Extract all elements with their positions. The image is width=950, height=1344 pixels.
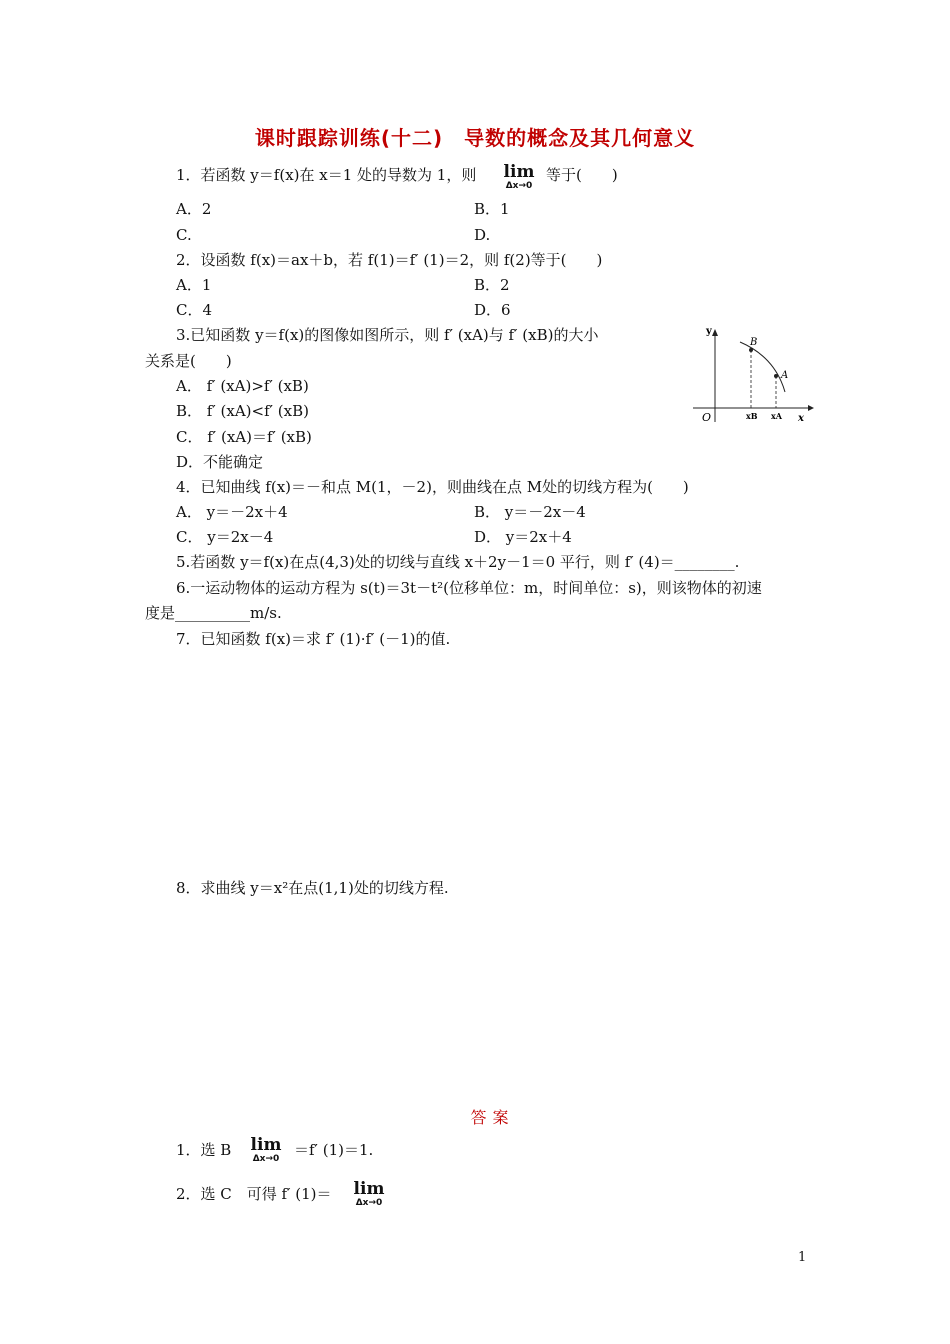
lim-word: lim bbox=[353, 1179, 385, 1199]
lim-word: lim bbox=[250, 1135, 282, 1155]
answer-1-suffix: ＝f′ (1)＝1. bbox=[294, 1141, 374, 1159]
q1-stem-end: 等于( ) bbox=[546, 166, 618, 184]
q8-stem: 8．求曲线 y＝x²在点(1,1)处的切线方程. bbox=[176, 879, 449, 897]
q2-option-c: C．4 bbox=[176, 301, 213, 319]
q3-option-a: A． f′ (xA)>f′ (xB) bbox=[176, 377, 309, 395]
q6-stem-line1: 6.一运动物体的运动方程为 s(t)＝3t－t²(位移单位：m，时间单位：s)，则该物体的初速 bbox=[176, 579, 762, 597]
point-a bbox=[774, 374, 778, 378]
page-title: 课时跟踪训练(十二) 导数的概念及其几何意义 bbox=[254, 126, 696, 150]
point-a-label: A bbox=[781, 370, 789, 381]
q7-stem: 7．已知函数 f(x)＝求 f′ (1)·f′ (－1)的值. bbox=[176, 630, 451, 648]
lim-subscript: Δx→0 bbox=[355, 1198, 383, 1208]
q1-lim-symbol bbox=[501, 164, 537, 191]
q4-option-c: C． y＝2x－4 bbox=[176, 528, 274, 546]
q6-stem-line2: 度是__________m/s. bbox=[145, 604, 282, 622]
x-axis-arrow bbox=[808, 405, 814, 411]
q3-option-d: D．不能确定 bbox=[176, 453, 264, 471]
q4-option-d: D． y＝2x＋4 bbox=[474, 528, 572, 546]
lim-subscript: Δx→0 bbox=[505, 181, 533, 191]
q1-option-c: C. bbox=[176, 226, 192, 244]
tick-label-xa: xA bbox=[771, 411, 782, 421]
answers-title: 答案 bbox=[470, 1108, 515, 1127]
point-b-label: B bbox=[750, 337, 758, 348]
q3-option-c: C． f′ (xA)＝f′ (xB) bbox=[176, 428, 312, 446]
q4-option-b: B． y＝－2x－4 bbox=[474, 503, 586, 521]
function-curve bbox=[740, 342, 785, 392]
tick-label-xb: xB bbox=[746, 411, 758, 421]
q1-option-a: A．2 bbox=[176, 200, 212, 218]
lim-subscript: Δx→0 bbox=[252, 1154, 280, 1164]
x-axis-label: x bbox=[798, 413, 804, 424]
answer-2-lim-symbol bbox=[351, 1181, 387, 1208]
answer-1-lim-symbol bbox=[248, 1137, 284, 1164]
page-number: 1 bbox=[798, 1250, 807, 1265]
y-axis-label: y bbox=[706, 326, 712, 337]
q3-function-graph bbox=[690, 322, 815, 427]
q2-option-d: D．6 bbox=[474, 301, 511, 319]
answer-1-prefix: 1．选 B bbox=[176, 1141, 232, 1159]
q1-option-d: D. bbox=[474, 226, 491, 244]
q1-option-b: B．1 bbox=[474, 200, 510, 218]
q3-stem-line1: 3.已知函数 y＝f(x)的图像如图所示，则 f′ (xA)与 f′ (xB)的大小 bbox=[176, 326, 599, 344]
origin-label: O bbox=[702, 411, 712, 424]
q5-stem: 5.若函数 y＝f(x)在点(4,3)处的切线与直线 x＋2y－1＝0 平行，则 f′ (4)＝________. bbox=[176, 553, 740, 571]
q4-option-a: A． y＝－2x＋4 bbox=[176, 503, 288, 521]
q3-option-b: B． f′ (xA)<f′ (xB) bbox=[176, 402, 309, 420]
point-b bbox=[749, 348, 753, 352]
lim-word: lim bbox=[503, 162, 535, 182]
q2-option-a: A．1 bbox=[176, 276, 212, 294]
q2-option-b: B．2 bbox=[474, 276, 510, 294]
q4-stem: 4．已知曲线 f(x)＝－和点 M(1，－2)，则曲线在点 M处的切线方程为( ) bbox=[176, 478, 689, 496]
y-axis-arrow bbox=[712, 329, 718, 336]
q3-stem-line2: 关系是( ) bbox=[145, 352, 232, 370]
q2-stem: 2．设函数 f(x)＝ax＋b，若 f(1)＝f′ (1)＝2，则 f(2)等于( ) bbox=[176, 251, 603, 269]
answer-2-prefix: 2．选 C 可得 f′ (1)＝ bbox=[176, 1185, 332, 1203]
q1-stem: 1．若函数 y＝f(x)在 x＝1 处的导数为 1，则 bbox=[176, 166, 477, 184]
